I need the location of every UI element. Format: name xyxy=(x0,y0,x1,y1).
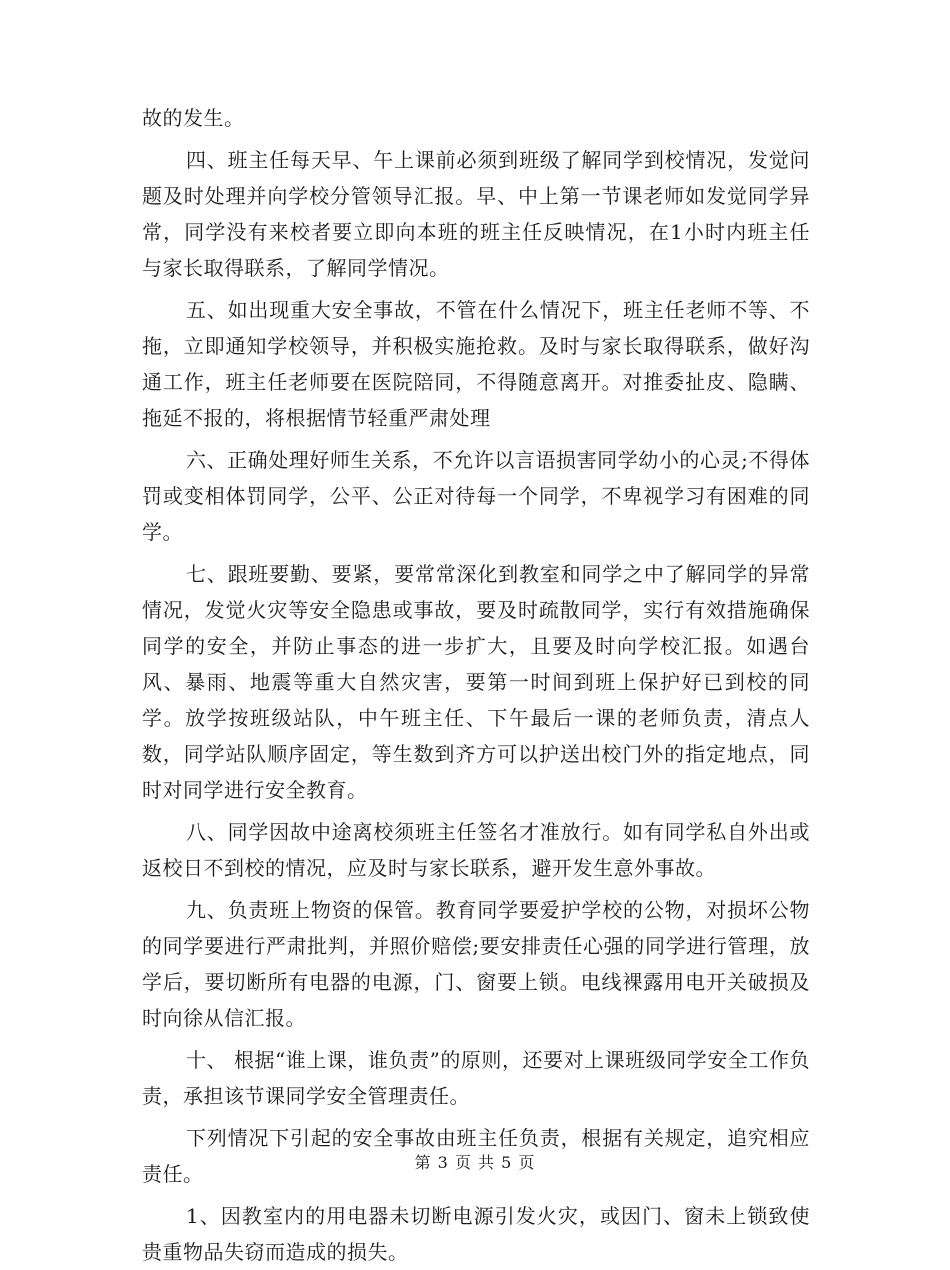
paragraph-item-10: 十、 根据“谁上课，谁负责”的原则，还要对上课班级同学安全工作负责，承担该节课同学安全管理责任。 xyxy=(142,1048,810,1108)
paragraph-item-5: 五、如出现重大安全事故，不管在什么情况下，班主任老师不等、不拖，立即通知学校领导，并积极实施抢救。及时与家长取得联系，做好沟通工作，班主任老师要在医院陪同，不得随意离开。对推委扯皮、隐瞒、拖延不报的，将根据情节轻重严肃处理 xyxy=(142,298,810,430)
paragraph-liability-1: 1、因教室内的用电器未切断电源引发火灾，或因门、窗未上锁致使贵重物品失窃而造成的损失。 xyxy=(142,1204,810,1264)
document-body xyxy=(142,100,810,1270)
paragraph-item-8: 八、同学因故中途离校须班主任签名才准放行。如有同学私自外出或返校日不到校的情况，应及时与家长联系，避开发生意外事故。 xyxy=(142,820,810,880)
paragraph-continuation: 故的发生。 xyxy=(142,106,245,130)
page-number-footer: 第 3 页 共 5 页 xyxy=(414,1153,536,1172)
paragraph-item-6: 六、正确处理好师生关系，不允许以言语损害同学幼小的心灵;不得体罚或变相体罚同学，公平、公正对待每一个同学，不卑视学习有困难的同学。 xyxy=(142,448,810,544)
paragraph-liability-intro: 下列情况下引起的安全事故由班主任负责，根据有关规定，追究相应责任。 xyxy=(142,1126,810,1186)
paragraph-item-9: 九、负责班上物资的保管。教育同学要爱护学校的公物，对损坏公物的同学要进行严肃批判，并照价赔偿;要安排责任心强的同学进行管理，放学后，要切断所有电器的电源，门、窗要上锁。电线裸露用电开关破损及时向徐从信汇报。 xyxy=(142,898,810,1030)
paragraph-item-4: 四、班主任每天早、午上课前必须到班级了解同学到校情况，发觉问题及时处理并向学校分管领导汇报。早、中上第一节课老师如发觉同学异常，同学没有来校者要立即向本班的班主任反映情况，在1小时内班主任与家长取得联系，了解同学情况。 xyxy=(142,148,810,280)
paragraph-item-7: 七、跟班要勤、要紧，要常常深化到教室和同学之中了解同学的异常情况，发觉火灾等安全隐患或事故，要及时疏散同学，实行有效措施确保同学的安全，并防止事态的进一步扩大，且要及时向学校汇报。如遇台风、暴雨、地震等重大自然灾害，要第一时间到班上保护好已到校的同学。放学按班级站队，中午班主任、下午最后一课的老师负责，清点人数，同学站队顺序固定，等生数到齐方可以护送出校门外的指定地点，同时对同学进行安全教育。 xyxy=(142,562,810,802)
